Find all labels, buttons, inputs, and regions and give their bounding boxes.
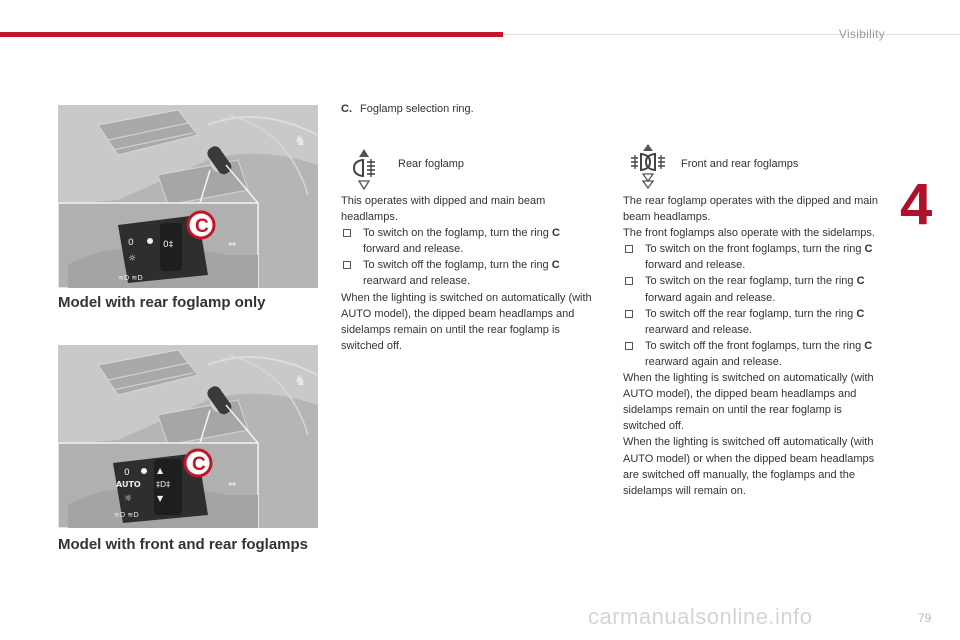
svg-text:▲: ▲ [157, 466, 164, 475]
svg-text:≋D ≋D: ≋D ≋D [114, 511, 139, 519]
list-item: To switch off the front foglamps, turn the ring C rearward again and release. [623, 338, 885, 370]
checkbox-bullet-icon [625, 245, 633, 253]
list-item: To switch on the rear foglamp, turn the ring C forward again and release. [623, 273, 885, 305]
list-item: To switch off the foglamp, turn the ring C rearward and release. [341, 257, 599, 289]
front-rear-foglamps-label: Front and rear foglamps [681, 158, 799, 170]
svg-text:♞: ♞ [294, 373, 307, 389]
callout-c-label: C [192, 454, 206, 475]
rear-foglamp-label: Rear foglamp [398, 158, 465, 170]
svg-text:☼: ☼ [128, 254, 137, 264]
section-title: Visibility [838, 27, 885, 41]
rear-outro: When the lighting is switched on automatically (with AUTO model), the dipped beam headlamps and sidelamps remain on until the rear foglamp is switched off. [341, 291, 592, 352]
svg-text:0: 0 [128, 238, 134, 248]
svg-text:♞: ♞ [294, 133, 307, 149]
checkbox-bullet-icon [625, 342, 633, 350]
svg-text:0: 0 [124, 468, 130, 478]
svg-text:▼: ▼ [157, 494, 164, 503]
front-rear-outro-2: When the lighting is switched off automatically (with AUTO model) or when the dipped beam headlamps are switched off manually, the foglamps and the sidelamps will remain on. [623, 436, 875, 497]
figure-front-rear-foglamp-stalk [58, 345, 318, 528]
checkbox-bullet-icon [625, 310, 633, 318]
checkbox-bullet-icon [625, 277, 633, 285]
figure-rear-foglamp-stalk [58, 105, 318, 288]
figure-caption [341, 103, 474, 115]
caption-letter: C. [341, 103, 352, 115]
rear-intro: This operates with dipped and main beam headlamps. [341, 195, 546, 224]
header-accent-bar [0, 32, 503, 37]
front-rear-intro-1: The rear foglamp operates with the dipped and main beam headlamps. [623, 195, 878, 224]
checkbox-bullet-icon [343, 261, 351, 269]
rear-foglamp-icon [349, 147, 385, 191]
chapter-number: 4 [900, 172, 933, 237]
watermark-text: carmanualsonline.info [588, 604, 813, 629]
svg-text:☼: ☼ [124, 494, 133, 504]
header-rule [503, 34, 960, 35]
rear-foglamp-instructions [341, 193, 599, 354]
list-item: To switch on the foglamp, turn the ring C forward and release. [341, 225, 599, 257]
figure-title-front-rear: Model with front and rear foglamps [58, 536, 309, 553]
list-item: To switch off the rear foglamp, turn the ring C rearward and release. [623, 306, 885, 338]
auto-label: AUTO [116, 480, 141, 489]
svg-text:≋D ≋D: ≋D ≋D [118, 274, 143, 282]
front-rear-intro-2: The front foglamps also operate with the sidelamps. [623, 227, 875, 240]
checkbox-bullet-icon [343, 229, 351, 237]
svg-text:‡D‡: ‡D‡ [156, 480, 171, 489]
callout-c-label: C [195, 216, 209, 237]
svg-text:⇔: ⇔ [228, 479, 237, 490]
front-rear-outro-1: When the lighting is switched on automatically (with AUTO model), the dipped beam headlamps and sidelamps remain on until the rear foglamp is switched off. [623, 372, 874, 433]
front-rear-foglamps-icon [626, 142, 670, 190]
page-number: 79 [918, 611, 932, 625]
front-rear-foglamp-instructions [623, 193, 885, 499]
caption-text: Foglamp selection ring. [360, 103, 474, 115]
svg-text:⇔: ⇔ [228, 239, 237, 250]
figure-title-rear-only: Model with rear foglamp only [58, 294, 266, 311]
list-item: To switch on the front foglamps, turn the ring C forward and release. [623, 241, 885, 273]
svg-text:0‡: 0‡ [163, 240, 174, 250]
